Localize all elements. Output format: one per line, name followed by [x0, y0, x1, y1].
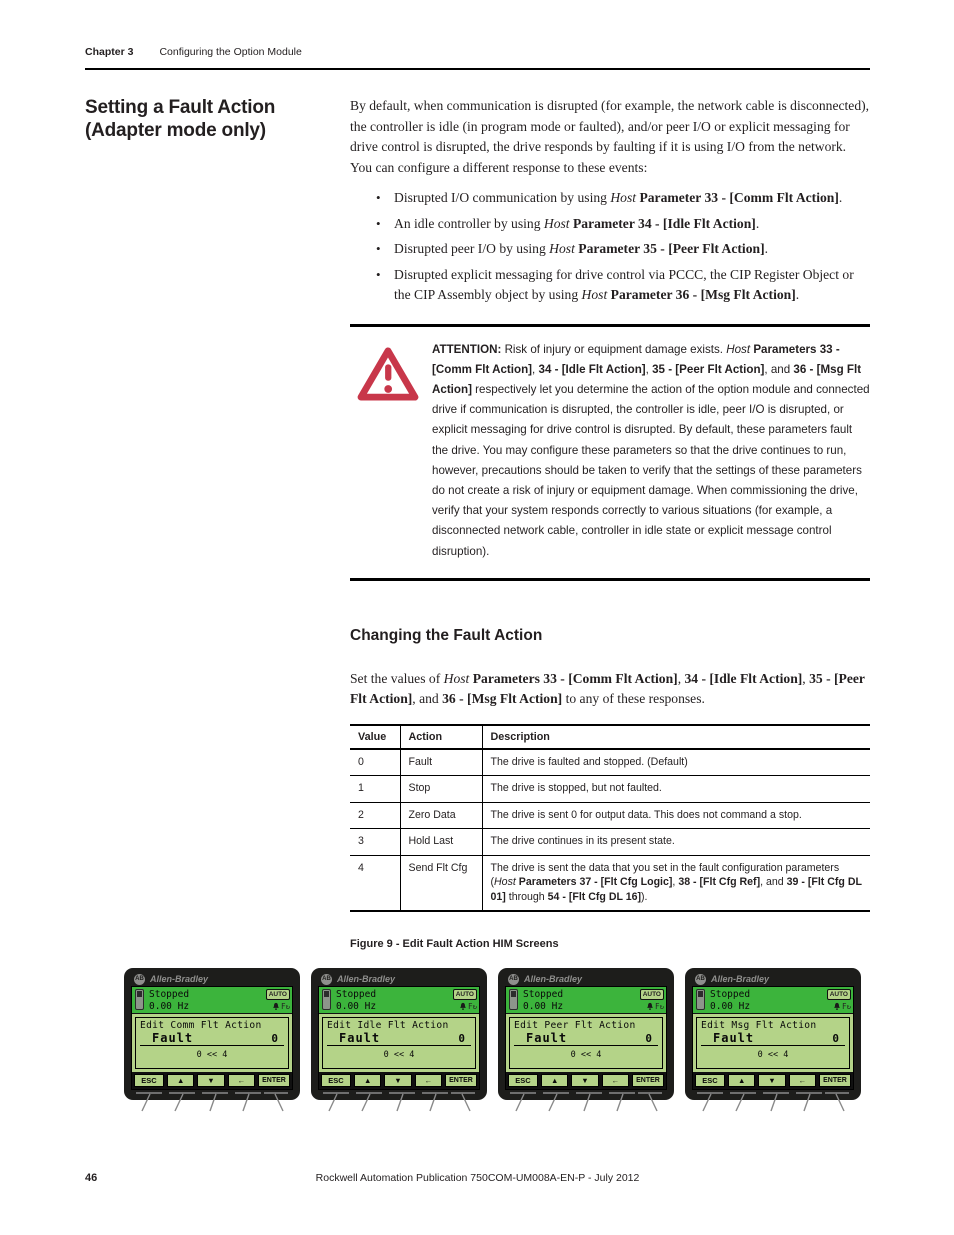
lcd-screen [131, 986, 293, 1090]
esc-softkey: ESC [508, 1074, 538, 1087]
brand-label: Allen-Bradley [711, 974, 770, 985]
status-text [523, 989, 640, 1011]
attention-box [350, 324, 870, 581]
softkey-row [132, 1072, 292, 1089]
column-header-action: Action [400, 725, 482, 749]
drive-frequency: 0.00 Hz [523, 1000, 564, 1012]
up-arrow-softkey: ▲ [728, 1074, 755, 1087]
alarm-label: F↻ [841, 1002, 851, 1012]
back-arrow-softkey: ← [415, 1074, 442, 1087]
parameter-value-label: Fault [339, 1031, 381, 1046]
him-device-idle [311, 968, 487, 1100]
table-row [350, 855, 870, 911]
parameter-range: 0 << 4 [757, 1050, 789, 1061]
physical-keys-icon [692, 1090, 854, 1114]
parameter-value-label: Fault [526, 1031, 568, 1046]
alarm-indicator [272, 1002, 290, 1011]
cell-value: 0 [350, 749, 400, 776]
list-item: • An idle controller by using Host Parameter 34 - [Idle Flt Action]. [350, 214, 870, 235]
enter-softkey: ENTER [632, 1074, 664, 1087]
subsection-paragraph: Set the values of Host Parameters 33 - [Comm Flt Action], 34 - [Idle Flt Action], 35 - [Peer Flt Action], and 36 - [Msg Flt Action] to any of these responses. [350, 670, 865, 707]
section-title [85, 96, 350, 142]
back-arrow-softkey: ← [228, 1074, 255, 1087]
softkey-row [693, 1072, 853, 1089]
esc-softkey: ESC [321, 1074, 351, 1087]
status-bar [319, 987, 479, 1014]
bell-icon [833, 1002, 841, 1011]
lcd-screen [692, 986, 854, 1090]
back-arrow-softkey: ← [602, 1074, 629, 1087]
down-arrow-softkey: ▼ [197, 1074, 224, 1087]
auto-mode-badge: AUTO [453, 989, 477, 1000]
page-footer [85, 1172, 870, 1184]
cell-description: The drive is stopped, but not faulted. [482, 776, 870, 803]
esc-softkey: ESC [134, 1074, 164, 1087]
cell-value: 2 [350, 802, 400, 829]
table-row [350, 829, 870, 856]
allen-bradley-logo-icon: AB [321, 974, 332, 985]
fault-action-bullet-list [350, 188, 870, 306]
back-arrow-softkey: ← [789, 1074, 816, 1087]
down-arrow-softkey: ▼ [758, 1074, 785, 1087]
section-title-line2: (Adapter mode only) [85, 120, 266, 142]
physical-keys-icon [318, 1090, 480, 1114]
brand-bar [131, 972, 293, 986]
up-arrow-softkey: ▲ [354, 1074, 381, 1087]
softkey-row [506, 1072, 666, 1089]
parameter-value-number: 0 [645, 1032, 652, 1046]
fault-action-table [350, 724, 870, 913]
parameter-range: 0 << 4 [196, 1050, 228, 1061]
chapter-label: Chapter 3 [85, 46, 134, 58]
enter-softkey: ENTER [445, 1074, 477, 1087]
drive-frequency: 0.00 Hz [149, 1000, 190, 1012]
cell-action: Zero Data [400, 802, 482, 829]
him-screens-figure [124, 968, 870, 1100]
softkey-row [319, 1072, 479, 1089]
parameter-value-label: Fault [152, 1031, 194, 1046]
table-row [350, 776, 870, 803]
edit-panel-title: Edit Peer Flt Action [514, 1020, 636, 1032]
down-arrow-softkey: ▼ [384, 1074, 411, 1087]
edit-panel [696, 1017, 850, 1069]
parameter-range: 0 << 4 [570, 1050, 602, 1061]
cell-description: The drive is faulted and stopped. (Default) [482, 749, 870, 776]
allen-bradley-logo-icon: AB [134, 974, 145, 985]
him-device-peer [498, 968, 674, 1100]
column-header-value: Value [350, 725, 400, 749]
bell-icon [646, 1002, 654, 1011]
drive-icon [696, 989, 705, 1010]
status-bar [132, 987, 292, 1014]
edit-panel-title: Edit Comm Flt Action [140, 1020, 262, 1032]
edit-panel [509, 1017, 663, 1069]
parameter-value-number: 0 [271, 1032, 278, 1046]
alarm-label: F↻ [654, 1002, 664, 1012]
attention-text: ATTENTION: Risk of injury or equipment damage exists. Host Parameters 33 - [Comm Flt Action], 34 - [Idle Flt Action], 35 - [Peer Flt Action], and 36 - [Msg Flt Action] respectively let you determine the action of the option module and connected drive if communication is disrupted, the controller is idle, peer I/O is disrupted, or explicit messaging for drive control is disrupted. By default, these parameters fault the drive. You may configure these parameters so that the drive continues to run, however, precautions should be taken to verify that the settings of these parameters do not create a risk of injury or equipment damage. When commissioning the drive, verify that your system responds correctly to various situations (for example, a disconnected network cable, controller in idle state or explicit message control disruption). [432, 342, 870, 558]
drive-icon [135, 989, 144, 1010]
brand-bar [692, 972, 854, 986]
bell-icon [272, 1002, 280, 1011]
drive-state: Stopped [336, 989, 377, 1001]
parameter-value-number: 0 [832, 1032, 839, 1046]
drive-state: Stopped [710, 989, 751, 1001]
cell-action: Send Flt Cfg [400, 855, 482, 911]
cell-description: The drive is sent 0 for output data. This does not command a stop. [482, 802, 870, 829]
cell-action: Stop [400, 776, 482, 803]
him-device-msg [685, 968, 861, 1100]
page-number: 46 [85, 1172, 98, 1184]
status-text [149, 989, 266, 1011]
cell-action: Fault [400, 749, 482, 776]
cell-value: 4 [350, 855, 400, 911]
edit-panel-title: Edit Idle Flt Action [327, 1020, 449, 1032]
list-item: • Disrupted I/O communication by using Host Parameter 33 - [Comm Flt Action]. [350, 188, 870, 209]
page-header [85, 46, 870, 68]
cell-action: Hold Last [400, 829, 482, 856]
brand-label: Allen-Bradley [524, 974, 583, 985]
auto-mode-badge: AUTO [266, 989, 290, 1000]
cell-value: 1 [350, 776, 400, 803]
parameter-value-number: 0 [458, 1032, 465, 1046]
alarm-indicator [833, 1002, 851, 1011]
edit-panel-title: Edit Msg Flt Action [701, 1020, 817, 1032]
status-text [710, 989, 827, 1011]
physical-keys-icon [505, 1090, 667, 1114]
lcd-screen [318, 986, 480, 1090]
down-arrow-softkey: ▼ [571, 1074, 598, 1087]
enter-softkey: ENTER [819, 1074, 851, 1087]
up-arrow-softkey: ▲ [167, 1074, 194, 1087]
bell-icon [459, 1002, 467, 1011]
status-bar [693, 987, 853, 1014]
subsection-title: Changing the Fault Action [350, 626, 543, 644]
status-text [336, 989, 453, 1011]
edit-panel [322, 1017, 476, 1069]
auto-mode-badge: AUTO [640, 989, 664, 1000]
allen-bradley-logo-icon: AB [695, 974, 706, 985]
column-header-description: Description [482, 725, 870, 749]
drive-icon [509, 989, 518, 1010]
chapter-title: Configuring the Option Module [159, 46, 302, 58]
allen-bradley-logo-icon: AB [508, 974, 519, 985]
parameter-range: 0 << 4 [383, 1050, 415, 1061]
publication-info: Rockwell Automation Publication 750COM-UM008A-EN-P - July 2012 [315, 1172, 640, 1184]
status-bar [506, 987, 666, 1014]
edit-panel [135, 1017, 289, 1069]
drive-state: Stopped [149, 989, 190, 1001]
drive-frequency: 0.00 Hz [336, 1000, 377, 1012]
table-header-row [350, 725, 870, 749]
cell-description: The drive continues in its present state. [482, 829, 870, 856]
cell-description: The drive is sent the data that you set in the fault configuration parameters (Host Parameters 37 - [Flt Cfg Logic], 38 - [Flt Cfg Ref], and 39 - [Flt Cfg DL 01] through 54 - [Flt Cfg DL 16]). [482, 855, 870, 911]
lcd-screen [505, 986, 667, 1090]
brand-bar [318, 972, 480, 986]
section-body-column [350, 96, 870, 968]
brand-bar [505, 972, 667, 986]
alarm-indicator [459, 1002, 477, 1011]
table-row [350, 802, 870, 829]
list-item: • Disrupted explicit messaging for drive control via PCCC, the CIP Register Object or the CIP Assembly object by using Host Parameter 36 - [Msg Flt Action]. [350, 265, 870, 306]
alarm-label: F↻ [467, 1002, 477, 1012]
esc-softkey: ESC [695, 1074, 725, 1087]
physical-keys-icon [131, 1090, 293, 1114]
him-device-comm [124, 968, 300, 1100]
intro-paragraph: By default, when communication is disrupted (for example, the network cable is disconnected), the controller is idle (in program mode or faulted), and/or peer I/O or explicit messaging for drive control is disrupted, the drive responds by faulting if it is using I/O from the network. You can configure a different response to these events: [350, 98, 870, 175]
header-rule [85, 68, 870, 70]
enter-softkey: ENTER [258, 1074, 290, 1087]
figure-caption: Figure 9 - Edit Fault Action HIM Screens [350, 938, 559, 951]
table-row [350, 749, 870, 776]
cell-value: 3 [350, 829, 400, 856]
drive-frequency: 0.00 Hz [710, 1000, 751, 1012]
section-heading-column [85, 96, 350, 968]
section-title-line1: Setting a Fault Action [85, 97, 276, 118]
alarm-indicator [646, 1002, 664, 1011]
alarm-label: F↻ [280, 1002, 290, 1012]
auto-mode-badge: AUTO [827, 989, 851, 1000]
parameter-value-label: Fault [713, 1031, 755, 1046]
list-item: • Disrupted peer I/O by using Host Parameter 35 - [Peer Flt Action]. [350, 239, 870, 260]
warning-triangle-icon [350, 340, 432, 562]
drive-icon [322, 989, 331, 1010]
up-arrow-softkey: ▲ [541, 1074, 568, 1087]
brand-label: Allen-Bradley [337, 974, 396, 985]
drive-state: Stopped [523, 989, 564, 1001]
brand-label: Allen-Bradley [150, 974, 209, 985]
